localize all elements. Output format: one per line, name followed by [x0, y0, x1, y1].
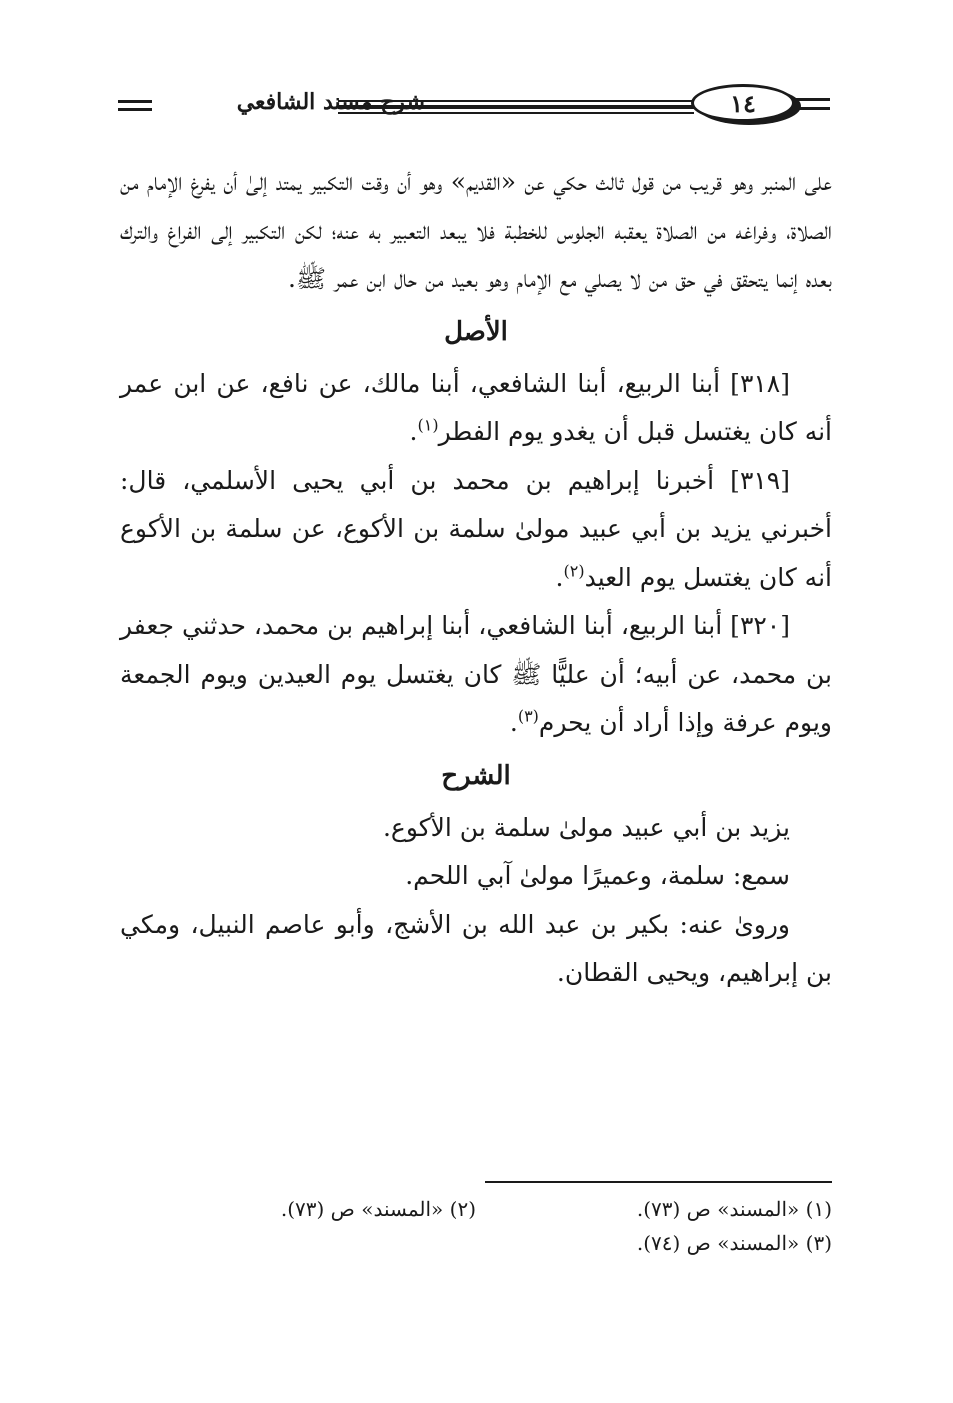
- footnote-row: [120, 1226, 832, 1260]
- hadith-entry-320: [120, 602, 832, 748]
- hadith-entry-319: [120, 457, 832, 603]
- footnotes: [120, 1192, 832, 1260]
- entry-end: .: [555, 562, 564, 592]
- header-rule-left-top: [118, 100, 152, 103]
- section-heading-asl: الأصل: [444, 316, 508, 347]
- sharh-line-3: وروىٰ عنه: بكير بن عبد الله بن الأشج، وأبو عاصم النبيل، ومكي بن إبراهيم، ويحيى القطان.: [120, 909, 832, 987]
- entry-end: .: [409, 417, 418, 446]
- header-rule-left-bottom: [118, 108, 152, 111]
- section-heading-sharh: الشرح: [441, 760, 511, 791]
- footnote-separator: [485, 1181, 832, 1183]
- hadith-entry-318: [120, 360, 832, 457]
- footnote-ref-1: (١): [417, 415, 439, 435]
- intro-paragraph: على المنبر وهو قريب من قول ثالث حكي عن «القديم» وهو أن وقت التكبير يمتد إلىٰ أن يفرغ الإمام من الصلاة، وفراغه من الصلاة يعقبه الجلوس للخطبة فلا يبعد التعبير به عنه؛ لكن التكبير إلى الفراغ والترك بعده إنما يتحقق في حق من لا يصلي مع الإمام وهو بعيد من حال ابن عمر ﷺ.: [120, 167, 832, 293]
- footnote-1: (١) «المسند» ص (٧٣).: [636, 1197, 832, 1221]
- sharh-line-1: يزيد بن أبي عبيد مولىٰ سلمة بن الأكوع.: [382, 812, 790, 842]
- footnote-3: (٣) «المسند» ص (٧٤).: [636, 1231, 832, 1255]
- running-title: شرح مسند الشافعي: [236, 89, 425, 115]
- entry-end: .: [509, 708, 518, 737]
- entry-text: [٣٢٠] أبنا الربيع، أبنا الشافعي، أبنا إبراهيم بن محمد، حدثني جعفر بن محمد، عن أبيه؛ أن عليًّا ﷺ كان يغتسل يوم العيدين ويوم الجمعة ويوم عرفة وإذا أراد أن يحرم: [120, 611, 832, 737]
- footnote-ref-3: (٣): [517, 706, 539, 726]
- entry-text: [٣١٩] أخبرنا إبراهيم بن محمد بن أبي يحيى الأسلمي، قال: أخبرني يزيد بن أبي عبيد مولىٰ سلمة بن الأكوع، عن سلمة بن الأكوع أنه كان يغتسل يوم العيد: [120, 465, 832, 592]
- sharh-line-2: سمع: سلمة، وعميرًا مولىٰ آبي اللحم.: [405, 861, 790, 890]
- entry-text: [٣١٨] أبنا الربيع، أبنا الشافعي، أبنا مالك، عن نافع، عن ابن عمر أنه كان يغتسل قبل أن يغدو يوم الفطر: [120, 368, 832, 446]
- footnote-row: [120, 1192, 832, 1226]
- footnote-ref-2: (٢): [563, 561, 585, 581]
- page-number: ١٤: [691, 84, 795, 122]
- page-header: [118, 78, 830, 134]
- footnote-2: (٢) «المسند» ص (٧٣).: [280, 1197, 476, 1221]
- main-text: [120, 158, 832, 998]
